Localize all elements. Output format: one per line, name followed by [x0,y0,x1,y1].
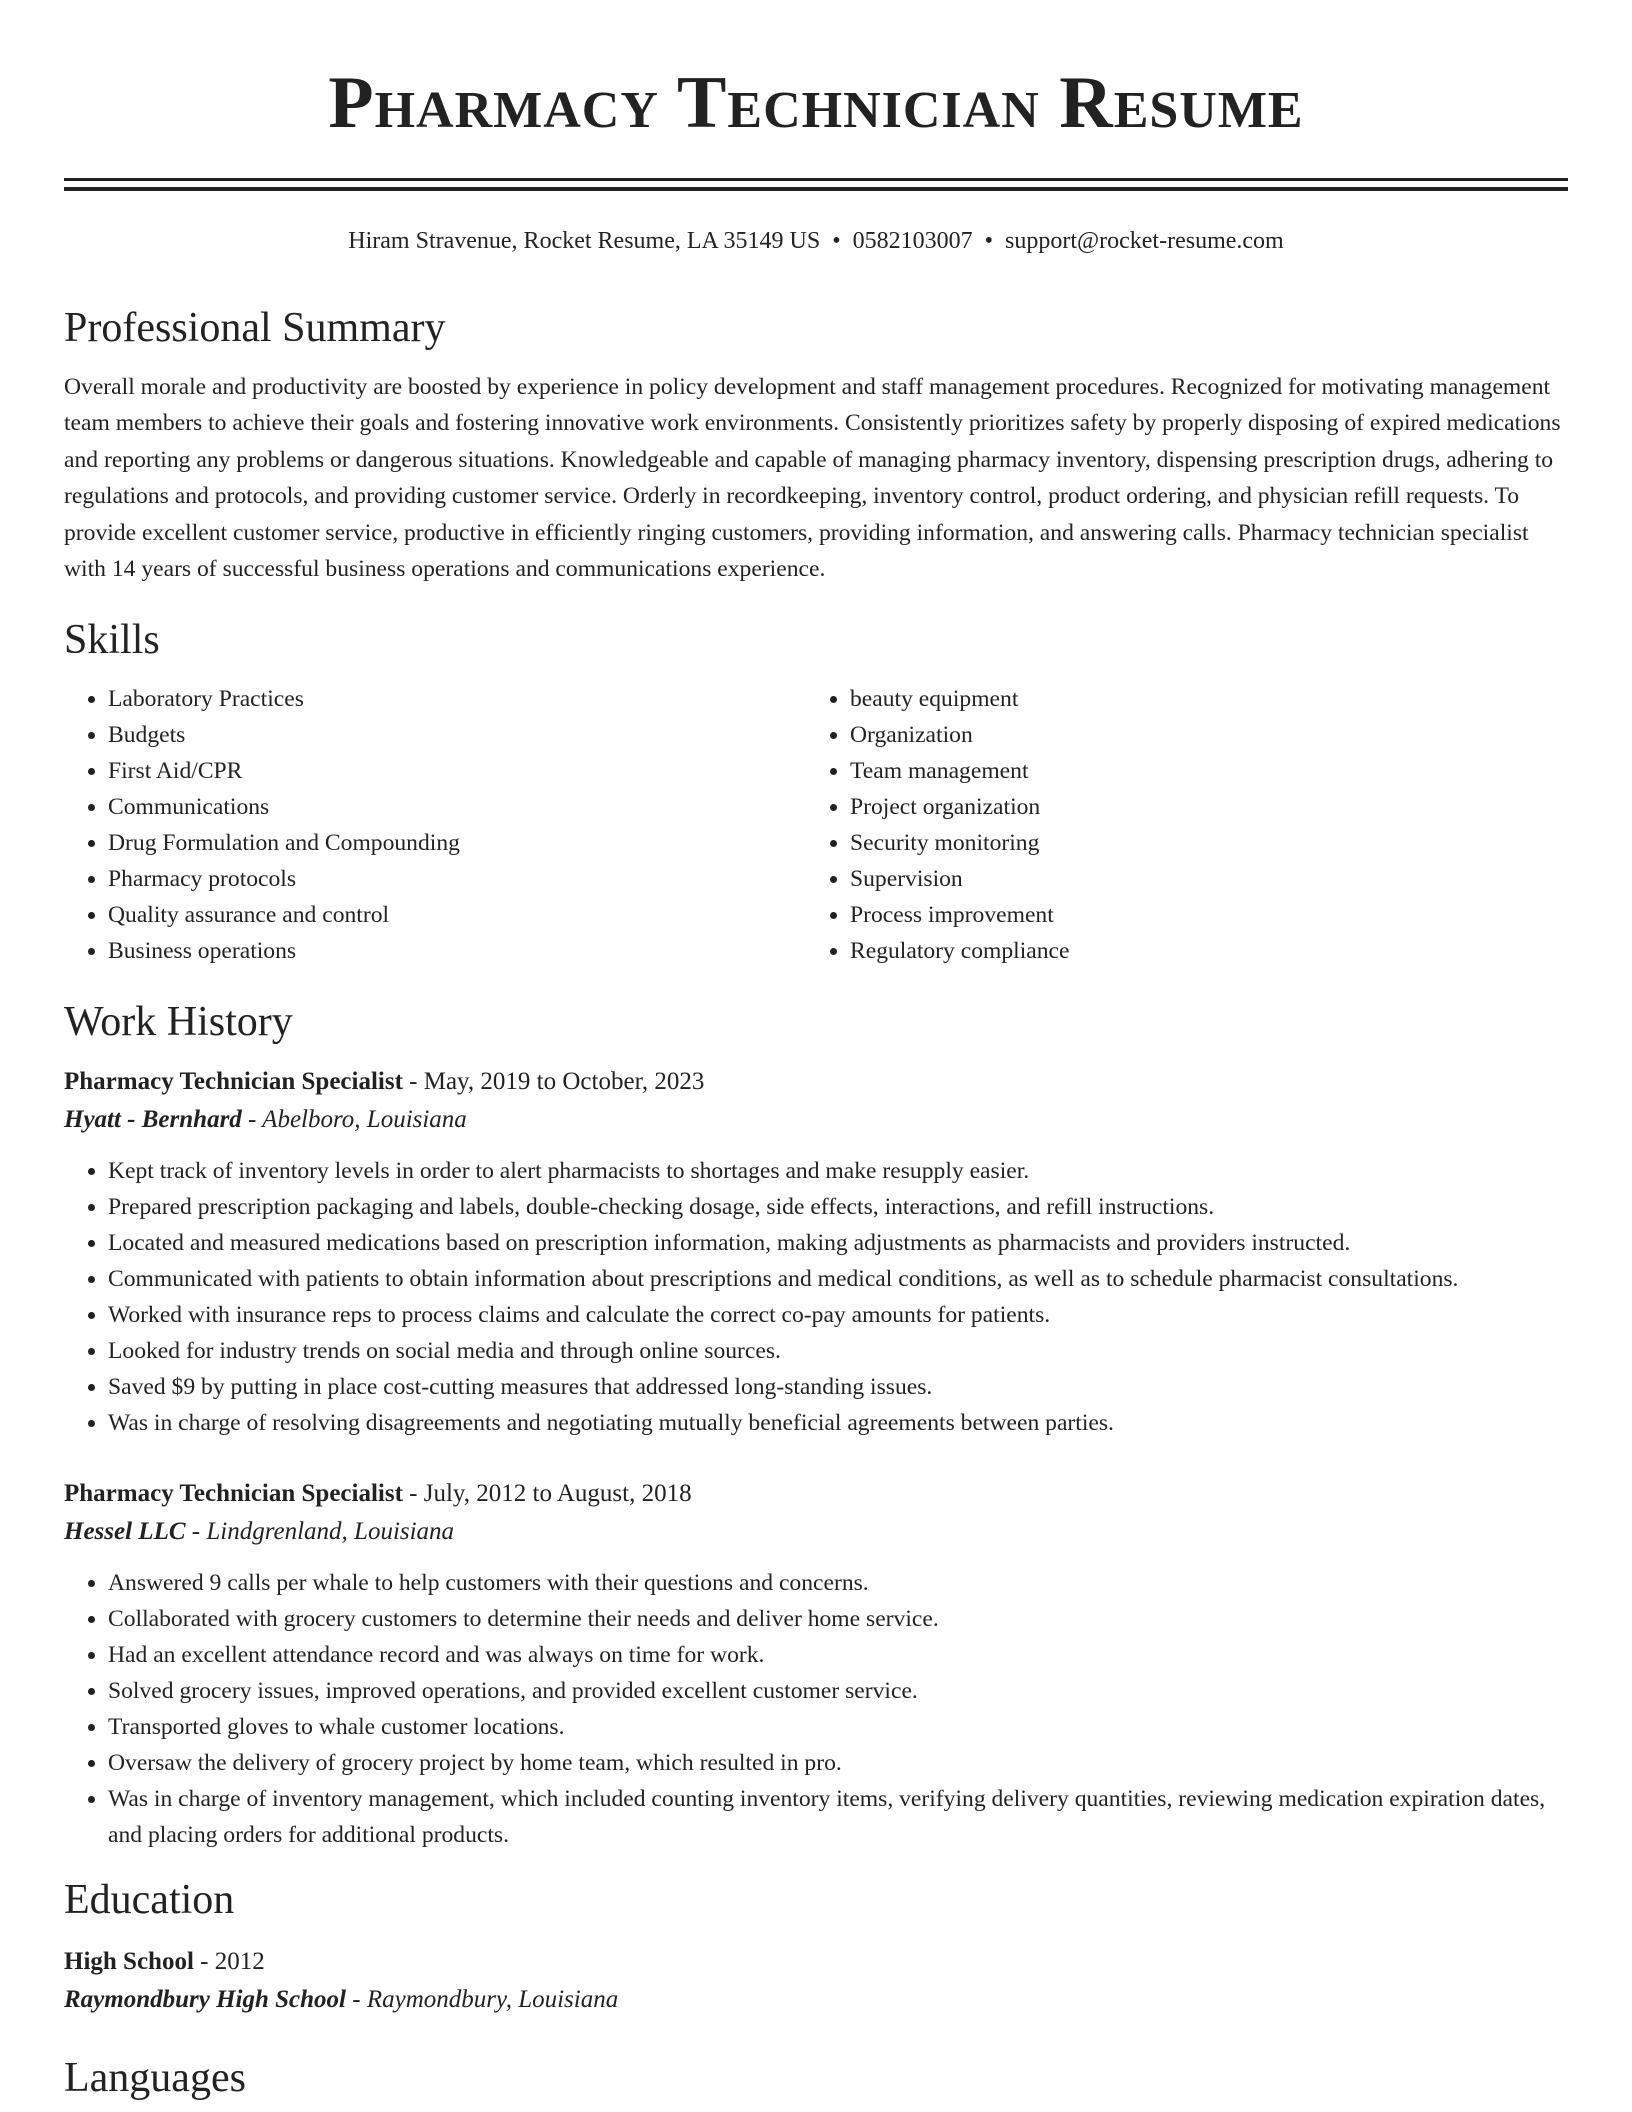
languages-heading: Languages [64,2055,246,2102]
contact-phone: 0582103007 [852,228,973,254]
skill-item: • Organization [850,717,1548,753]
job-bullet: • Located and measured medications based on prescription information, making adjustments as pharmacists and providers instructed. [108,1225,1568,1261]
job-bullet: • Answered 9 calls per whale to help customers with their questions and concerns. [108,1565,1568,1601]
job-bullet: • Saved $9 by putting in place cost-cutting measures that addressed long-standing issues. [108,1369,1568,1405]
contact-separator: • [984,228,994,254]
skill-item: • Communications [108,789,806,825]
job-bullet: • Looked for industry trends on social media and through online sources. [108,1333,1568,1369]
resume-title: Pharmacy Technician Resume [328,62,1304,144]
school-name: Raymondbury High School [64,1986,346,2014]
skills-list-left [64,681,806,969]
job-bullet: • Solved grocery issues, improved operations, and provided excellent customer service. [108,1673,1568,1709]
skill-item: • Pharmacy protocols [108,861,806,897]
skill-item: • Budgets [108,717,806,753]
job-entry [64,1475,1568,1853]
job-bullet: • Communicated with patients to obtain information about prescriptions and medical conditions, as well as to schedule pharmacist consultations. [108,1261,1568,1297]
employer-name: Hessel LLC [64,1518,186,1546]
employer-line [64,1513,1568,1551]
school-line [64,1981,1568,2019]
job-title-line [64,1063,1568,1101]
skill-item: • Business operations [108,933,806,969]
job-bullet: • Worked with insurance reps to process claims and calculate the correct co-pay amounts for patients. [108,1297,1568,1333]
work-history-heading: Work History [64,999,293,1046]
job-bullet: • Was in charge of resolving disagreements and negotiating mutually beneficial agreements between parties. [108,1405,1568,1441]
job-bullet: • Was in charge of inventory management, which included counting inventory items, verifying delivery quantities, reviewing medication expiration dates, and placing orders for additional products. [108,1781,1568,1853]
skill-item: • First Aid/CPR [108,753,806,789]
job-dates: - May, 2019 to October, 2023 [402,1068,705,1096]
education-heading: Education [64,1877,235,1924]
job-bullets [64,1565,1568,1853]
contact-address: Hiram Stravenue, Rocket Resume, LA 35149 US [348,228,821,254]
contact-separator: • [832,228,841,254]
education-section [64,1873,1568,2019]
job-bullet: • Kept track of inventory levels in order to alert pharmacists to shortages and make resupply easier. [108,1153,1568,1189]
summary-text: Overall morale and productivity are boosted by experience in policy development and staff management procedures. Recognized for motivating management team members to achieve their goals and fostering innovative work environments. Consistently prioritizes safety by properly disposing of expired medications and reporting any problems or dangerous situations. Knowledgeable and capable of managing pharmacy inventory, dispensing prescription drugs, adhering to regulations and protocols, and providing customer service. Orderly in recordkeeping, inventory control, product ordering, and physician refill requests. To provide excellent customer service, productive in efficiently ringing customers, providing information, and answering calls. Pharmacy technician specialist with 14 years of successful business operations and communications experience. [64,374,1561,583]
skill-item: • Team management [850,753,1548,789]
skills-heading: Skills [64,617,160,664]
title-divider [64,178,1568,191]
job-dates: - July, 2012 to August, 2018 [402,1480,692,1508]
job-title: Pharmacy Technician Specialist [64,1068,403,1096]
employer-name: Hyatt - Bernhard [64,1106,242,1134]
skills-list-right [806,681,1548,969]
contact-line [64,225,1568,257]
contact-email: support@rocket-resume.com [1005,228,1284,254]
job-bullet: • Collaborated with grocery customers to determine their needs and deliver home service. [108,1601,1568,1637]
skill-item: • Drug Formulation and Compounding [108,825,806,861]
school-location: - Raymondbury, Louisiana [346,1986,619,2014]
skill-item: • Security monitoring [850,825,1548,861]
job-bullets [64,1153,1568,1441]
job-bullet: • Had an excellent attendance record and was always on time for work. [108,1637,1568,1673]
job-bullet: • Transported gloves to whale customer locations. [108,1709,1568,1745]
skill-item: • Process improvement [850,897,1548,933]
skills-section [64,613,1568,969]
skill-item: • Supervision [850,861,1548,897]
job-bullet: • Prepared prescription packaging and labels, double-checking dosage, side effects, interactions, and refill instructions. [108,1189,1568,1225]
employer-line [64,1101,1568,1139]
employer-location: - Abelboro, Louisiana [241,1106,467,1134]
job-bullet: • Oversaw the delivery of grocery project by home team, which resulted in pro. [108,1745,1568,1781]
degree-line [64,1943,1568,1981]
skill-item: • Laboratory Practices [108,681,806,717]
degree-year: - 2012 [193,1948,265,1976]
languages-section [64,2051,1568,2105]
skill-item: • Project organization [850,789,1548,825]
work-history-section [64,995,1568,1853]
job-entry [64,1063,1568,1441]
employer-location: - Lindgrenland, Louisiana [185,1518,455,1546]
skill-item: • Regulatory compliance [850,933,1548,969]
job-title-line [64,1475,1568,1513]
degree-name: High School [64,1948,194,1976]
skill-item: • Quality assurance and control [108,897,806,933]
summary-heading: Professional Summary [64,305,446,351]
skills-grid [64,681,1568,969]
professional-summary-section [64,301,1568,587]
skill-item: • beauty equipment [850,681,1548,717]
job-title: Pharmacy Technician Specialist [64,1480,403,1508]
